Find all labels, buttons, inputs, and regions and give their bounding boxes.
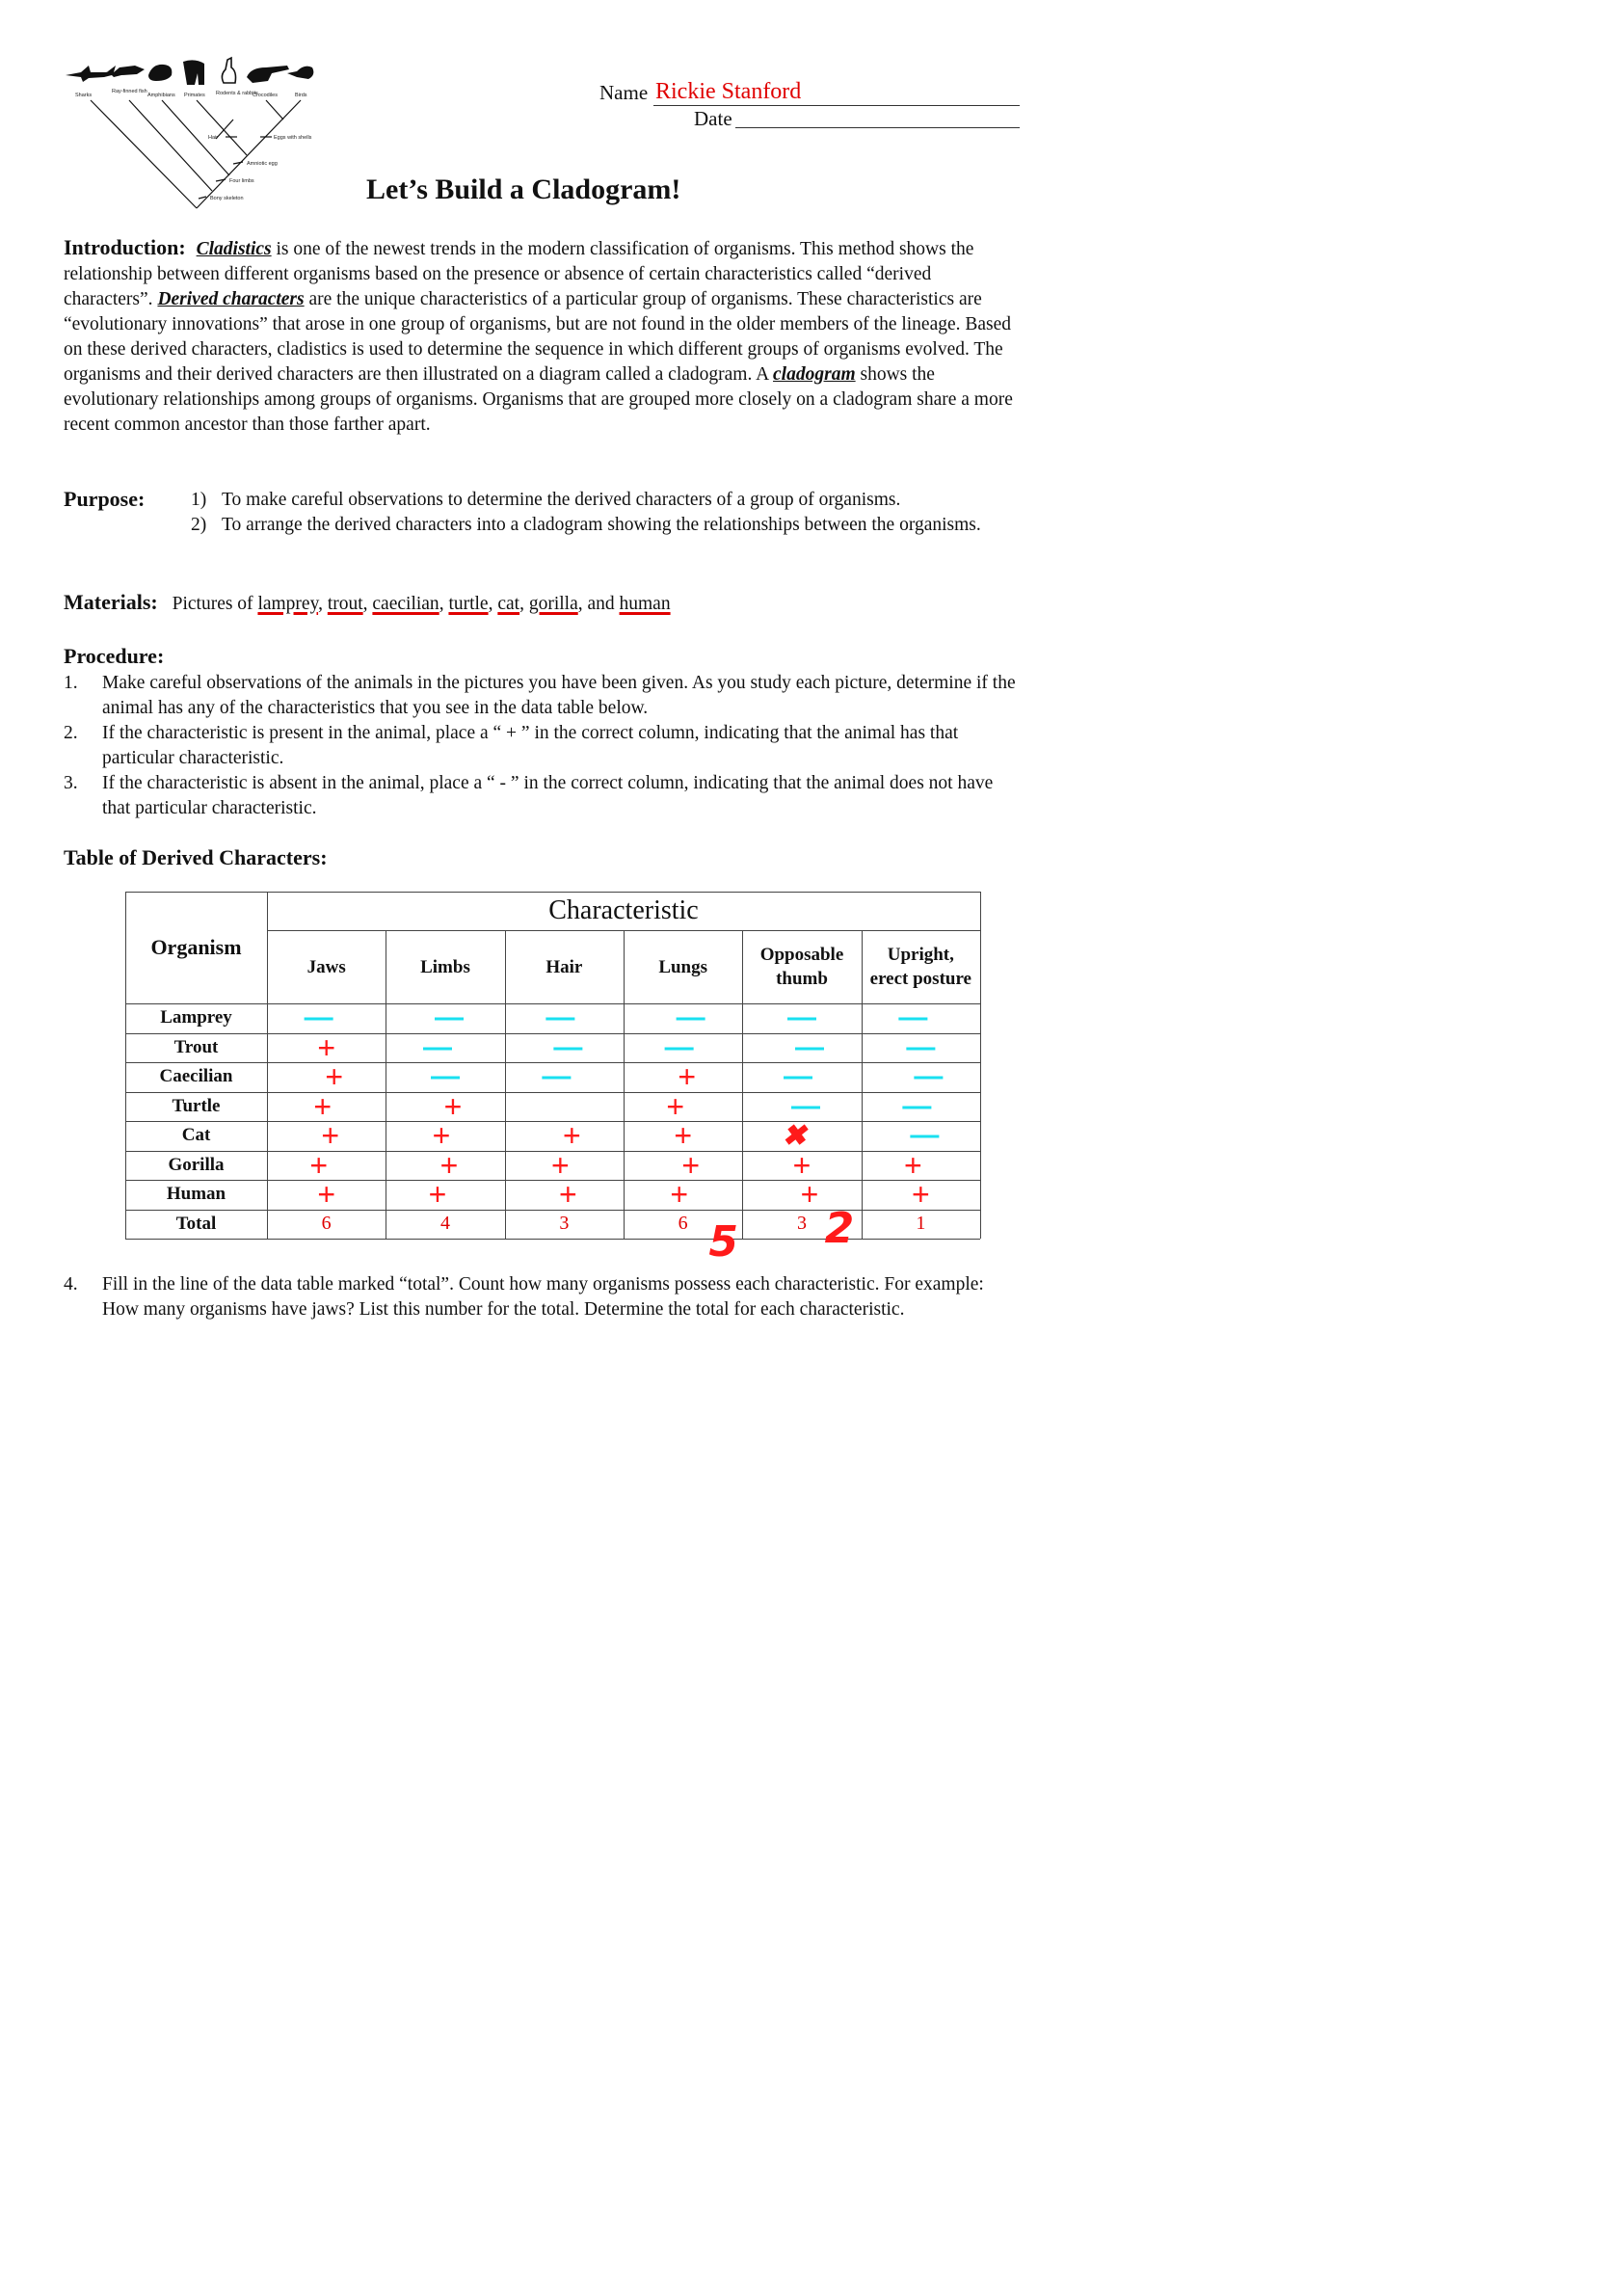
column-header: Limbs [420,956,470,977]
procedure-label: Procedure: [64,644,165,668]
total-value[interactable]: 6 [321,1213,332,1235]
purpose-number: 1) [191,490,207,510]
derived-characters-table [125,892,980,1267]
purpose-number: 2) [191,515,207,535]
term-derived-characters: Derived characters [157,289,305,309]
character-label: Amniotic egg [247,161,278,167]
total-value[interactable]: 3 [559,1213,570,1235]
procedure-step-4 [64,1272,1018,1322]
taxon-label: Crocodiles [253,93,278,98]
animal-silhouettes [66,58,313,85]
minus-mark[interactable]: — [786,1001,816,1034]
intro-text: is one of the newest trends in the modern classification of organisms. This method shows the relationship between different organisms based on the presence or absence of certain characteristics called “derived characters”. [64,239,974,309]
purpose-item [191,488,1029,513]
material-item: lamprey [257,594,319,614]
empty-cell[interactable] [505,1092,624,1122]
minus-mark[interactable]: — [304,1001,333,1034]
minus-mark[interactable]: — [914,1060,944,1093]
total-value[interactable]: 3 [796,1213,807,1235]
intro-text: are the unique characteristics of a particular group of organisms. These characteristics are “evolutionary innovations” that arose in one group of organisms, but are not found in the older members of the lineage. Based on these derived characters, cladistics is used to determine the sequence in which different groups of organisms evolved. The organisms and their derived characters are then illustrated on a diagram called a cladogram. A [64,289,1012,385]
minus-mark[interactable]: — [545,1001,575,1034]
crocodile-icon [247,66,289,83]
taxon-label: Birds [295,93,307,98]
rabbit-icon [222,58,235,83]
purpose-label: Purpose: [64,487,146,511]
column-header: Hair [545,956,583,977]
shark-icon [66,66,114,82]
plus-mark[interactable]: + [313,1088,332,1124]
cladogram-branches [91,100,301,208]
plus-mark[interactable]: + [681,1147,700,1183]
plus-mark[interactable]: + [800,1177,819,1213]
plus-mark[interactable]: + [550,1147,570,1183]
material-item: gorilla [528,594,578,614]
minus-mark[interactable]: — [676,1001,705,1034]
organism-name: Gorilla [168,1154,225,1175]
materials-label: Materials: [64,590,158,614]
purpose-list [191,488,1029,538]
column-header: Opposable thumb [759,945,844,989]
character-label: Four limbs [229,178,254,184]
date-field [694,107,732,131]
material-item: cat [497,594,520,614]
total-label: Total [175,1213,217,1234]
plus-mark[interactable]: + [670,1177,688,1213]
column-header: Jaws [306,956,346,977]
material-item: caecilian [372,594,439,614]
plus-mark[interactable]: + [678,1059,696,1095]
date-input-line[interactable] [735,127,1020,128]
plus-mark[interactable]: + [903,1147,922,1183]
taxon-label: Ray-finned fish [112,89,147,94]
material-item: human [619,594,671,614]
organism-name: Lamprey [160,1007,232,1028]
character-label: Bony skeleton [210,196,244,201]
plus-mark[interactable]: + [792,1147,812,1183]
cladogram-diagram [60,56,339,229]
purpose-text: To make careful observations to determine the derived characters of a group of organisms. [222,490,901,510]
handwritten-correction-lungs: 5 [708,1216,738,1267]
term-cladogram: cladogram [773,364,856,385]
material-item: trout [327,594,363,614]
procedure-step [64,771,1018,821]
minus-mark[interactable]: — [790,1089,820,1122]
plus-mark[interactable]: + [432,1118,451,1154]
introduction-paragraph [64,235,1018,438]
procedure-list [64,671,1018,821]
organism-column-header: Organism [150,935,242,959]
materials-prefix: Pictures of [172,594,258,614]
minus-mark[interactable]: — [434,1001,464,1034]
page-title: Let’s Build a Cladogram! [366,174,681,205]
characteristic-group-header: Characteristic [548,895,699,925]
purpose-item [191,513,1029,538]
plus-mark[interactable]: + [674,1118,692,1154]
step-text: Make careful observations of the animals in the pictures you have been given. As you study each picture, determine if the animal has any of the characteristics that you see in the data table below. [102,673,1016,718]
total-value[interactable]: 4 [439,1213,450,1235]
plus-mark[interactable]: + [317,1177,335,1213]
step-number: 4. [64,1274,78,1295]
intro-text: shows the evolutionary relationships among groups of organisms. Organisms that are grouped more closely on a cladogram share a more recent common ancestor than those farther apart. [64,364,1013,435]
procedure-step [64,1272,1018,1322]
name-underline [653,105,1020,106]
minus-mark[interactable]: — [542,1060,572,1093]
primate-icon [183,60,204,85]
organism-name: Human [166,1184,226,1205]
column-header: Upright, erect posture [869,945,971,989]
organism-name: Turtle [172,1095,221,1116]
taxon-label: Primates [184,93,205,98]
plus-mark[interactable]: + [428,1177,447,1213]
plus-mark[interactable]: + [911,1177,930,1213]
minus-mark[interactable]: — [664,1030,694,1063]
bird-icon [287,67,313,79]
procedure-step [64,671,1018,721]
name-value[interactable]: Rickie Stanford [655,79,802,104]
step-number: 3. [64,773,78,793]
minus-mark[interactable]: — [902,1089,932,1122]
step-number: 2. [64,723,78,743]
purpose-text: To arrange the derived characters into a cladogram showing the relationships between the organisms. [222,515,981,535]
minus-mark[interactable]: — [783,1060,812,1093]
scribbled-out-mark[interactable]: ✖ [782,1119,807,1152]
name-label: Name [599,81,649,104]
character-label: Eggs with shells [274,135,312,141]
plus-mark[interactable]: + [309,1147,328,1183]
minus-mark[interactable]: — [898,1001,928,1034]
plus-mark[interactable]: + [325,1059,343,1095]
plus-mark[interactable]: + [443,1088,463,1124]
table-label: Table of Derived Characters: [64,845,328,869]
organism-name: Trout [173,1036,219,1057]
taxon-label: Sharks [75,93,93,98]
introduction-label: Introduction: [64,235,186,259]
materials-conjunction: and [587,594,615,614]
taxon-label: Rodents & rabbits [216,91,258,96]
minus-mark[interactable]: — [430,1060,460,1093]
term-cladistics: Cladistics [196,239,272,259]
minus-mark[interactable]: — [794,1030,824,1063]
materials-line: Materials: Pictures of lamprey, trout, caecilian, turtle, cat, gorilla, and human [64,590,671,614]
minus-mark[interactable]: — [906,1030,936,1063]
plus-mark[interactable]: + [558,1177,577,1213]
organism-name: Cat [181,1125,211,1146]
step-number: 1. [64,673,78,693]
handwritten-correction-thumb: 2 [824,1203,855,1253]
step-text: If the characteristic is absent in the animal, place a “ - ” in the correct column, indicating that the animal does not have that particular characteristic. [102,773,994,818]
minus-mark[interactable]: — [910,1119,940,1152]
taxon-label: Amphibians [147,93,175,98]
plus-mark[interactable]: + [562,1118,581,1154]
step-text: If the characteristic is present in the animal, place a “ + ” in the correct column, indicating that the animal has that particular characteristic. [102,723,959,768]
fish-icon [108,66,145,77]
plus-mark[interactable]: + [317,1029,335,1065]
character-label: Hair [208,135,219,141]
date-label: Date [694,107,732,130]
frog-icon [148,65,172,81]
plus-mark[interactable]: + [321,1118,339,1154]
material-item: turtle [448,594,489,614]
minus-mark[interactable]: — [422,1030,452,1063]
plus-mark[interactable]: + [666,1088,684,1124]
column-header: Lungs [658,956,708,977]
step-text: Fill in the line of the data table marked “total”. Count how many organisms possess each characteristic. For example: How many organisms have jaws? List this number for the total. Determine the total for each characteristic. [102,1274,984,1320]
total-value[interactable]: 6 [678,1213,688,1235]
name-field [599,81,648,105]
procedure-step [64,721,1018,771]
total-value[interactable]: 1 [916,1213,926,1235]
organism-name: Caecilian [159,1066,233,1087]
plus-mark[interactable]: + [439,1147,459,1183]
minus-mark[interactable]: — [553,1030,583,1063]
